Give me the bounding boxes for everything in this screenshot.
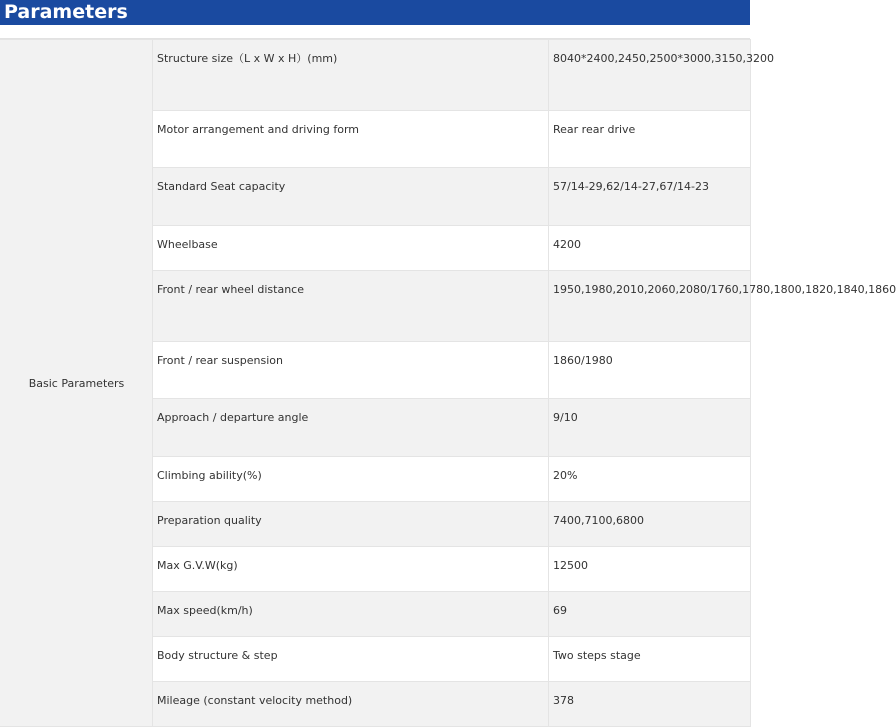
param-name-cell bbox=[153, 342, 549, 399]
param-name: Structure size（L x W x H）(mm) bbox=[157, 52, 338, 65]
param-value-cell bbox=[549, 547, 751, 592]
param-name: Climbing ability(%) bbox=[157, 469, 262, 482]
param-name-cell bbox=[153, 592, 549, 637]
param-name-cell bbox=[153, 399, 549, 457]
section-title: Parameters bbox=[4, 1, 128, 23]
group-label-cell bbox=[1, 40, 153, 727]
param-value: Two steps stage bbox=[553, 649, 641, 662]
param-name-cell bbox=[153, 111, 549, 168]
table-row bbox=[1, 40, 751, 111]
param-value: 1950,1980,2010,2060,2080/1760,1780,1800,1820,1840,1860 bbox=[553, 283, 896, 296]
param-value-cell bbox=[549, 226, 751, 271]
param-name: Preparation quality bbox=[157, 514, 262, 527]
param-value-cell bbox=[549, 592, 751, 637]
param-value-cell bbox=[549, 342, 751, 399]
param-value: 4200 bbox=[553, 238, 581, 251]
param-name-cell bbox=[153, 226, 549, 271]
param-name: Max G.V.W(kg) bbox=[157, 559, 238, 572]
section-header bbox=[0, 0, 750, 25]
param-name: Standard Seat capacity bbox=[157, 180, 286, 193]
param-value: 7400,7100,6800 bbox=[553, 514, 644, 527]
param-value: 12500 bbox=[553, 559, 588, 572]
param-value-cell bbox=[549, 457, 751, 502]
param-value: Rear rear drive bbox=[553, 123, 636, 136]
param-name: Motor arrangement and driving form bbox=[157, 123, 360, 136]
param-value: 9/10 bbox=[553, 411, 578, 424]
param-value: 1860/1980 bbox=[553, 354, 613, 367]
param-value-cell bbox=[549, 502, 751, 547]
param-name-cell bbox=[153, 547, 549, 592]
param-name: Mileage (constant velocity method) bbox=[157, 694, 353, 707]
param-value: 57/14-29,62/14-27,67/14-23 bbox=[553, 180, 709, 193]
parameters-table-container bbox=[0, 38, 896, 721]
param-name: Approach / departure angle bbox=[157, 411, 309, 424]
param-value-cell bbox=[549, 40, 774, 111]
param-name-cell bbox=[153, 502, 549, 547]
parameters-table bbox=[0, 39, 896, 727]
param-name: Wheelbase bbox=[157, 238, 218, 251]
param-name: Max speed(km/h) bbox=[157, 604, 253, 617]
param-name-cell bbox=[153, 271, 549, 342]
param-name: Body structure & step bbox=[157, 649, 278, 662]
group-label: Basic Parameters bbox=[28, 376, 125, 390]
param-name-cell bbox=[153, 457, 549, 502]
param-name-cell bbox=[153, 168, 549, 226]
param-value: 8040*2400,2450,2500*3000,3150,3200 bbox=[553, 52, 774, 65]
param-value: 69 bbox=[553, 604, 567, 617]
param-value-cell bbox=[549, 682, 751, 727]
param-value-cell bbox=[549, 637, 751, 682]
param-name: Front / rear suspension bbox=[157, 354, 283, 367]
param-name-cell bbox=[153, 40, 549, 111]
param-value-cell bbox=[549, 271, 896, 342]
param-value: 20% bbox=[553, 469, 578, 482]
param-name-cell bbox=[153, 682, 549, 727]
param-name: Front / rear wheel distance bbox=[157, 283, 304, 296]
param-value-cell bbox=[549, 399, 751, 457]
param-value: 378 bbox=[553, 694, 574, 707]
param-name-cell bbox=[153, 637, 549, 682]
param-value-cell bbox=[549, 168, 751, 226]
param-value-cell bbox=[549, 111, 751, 168]
